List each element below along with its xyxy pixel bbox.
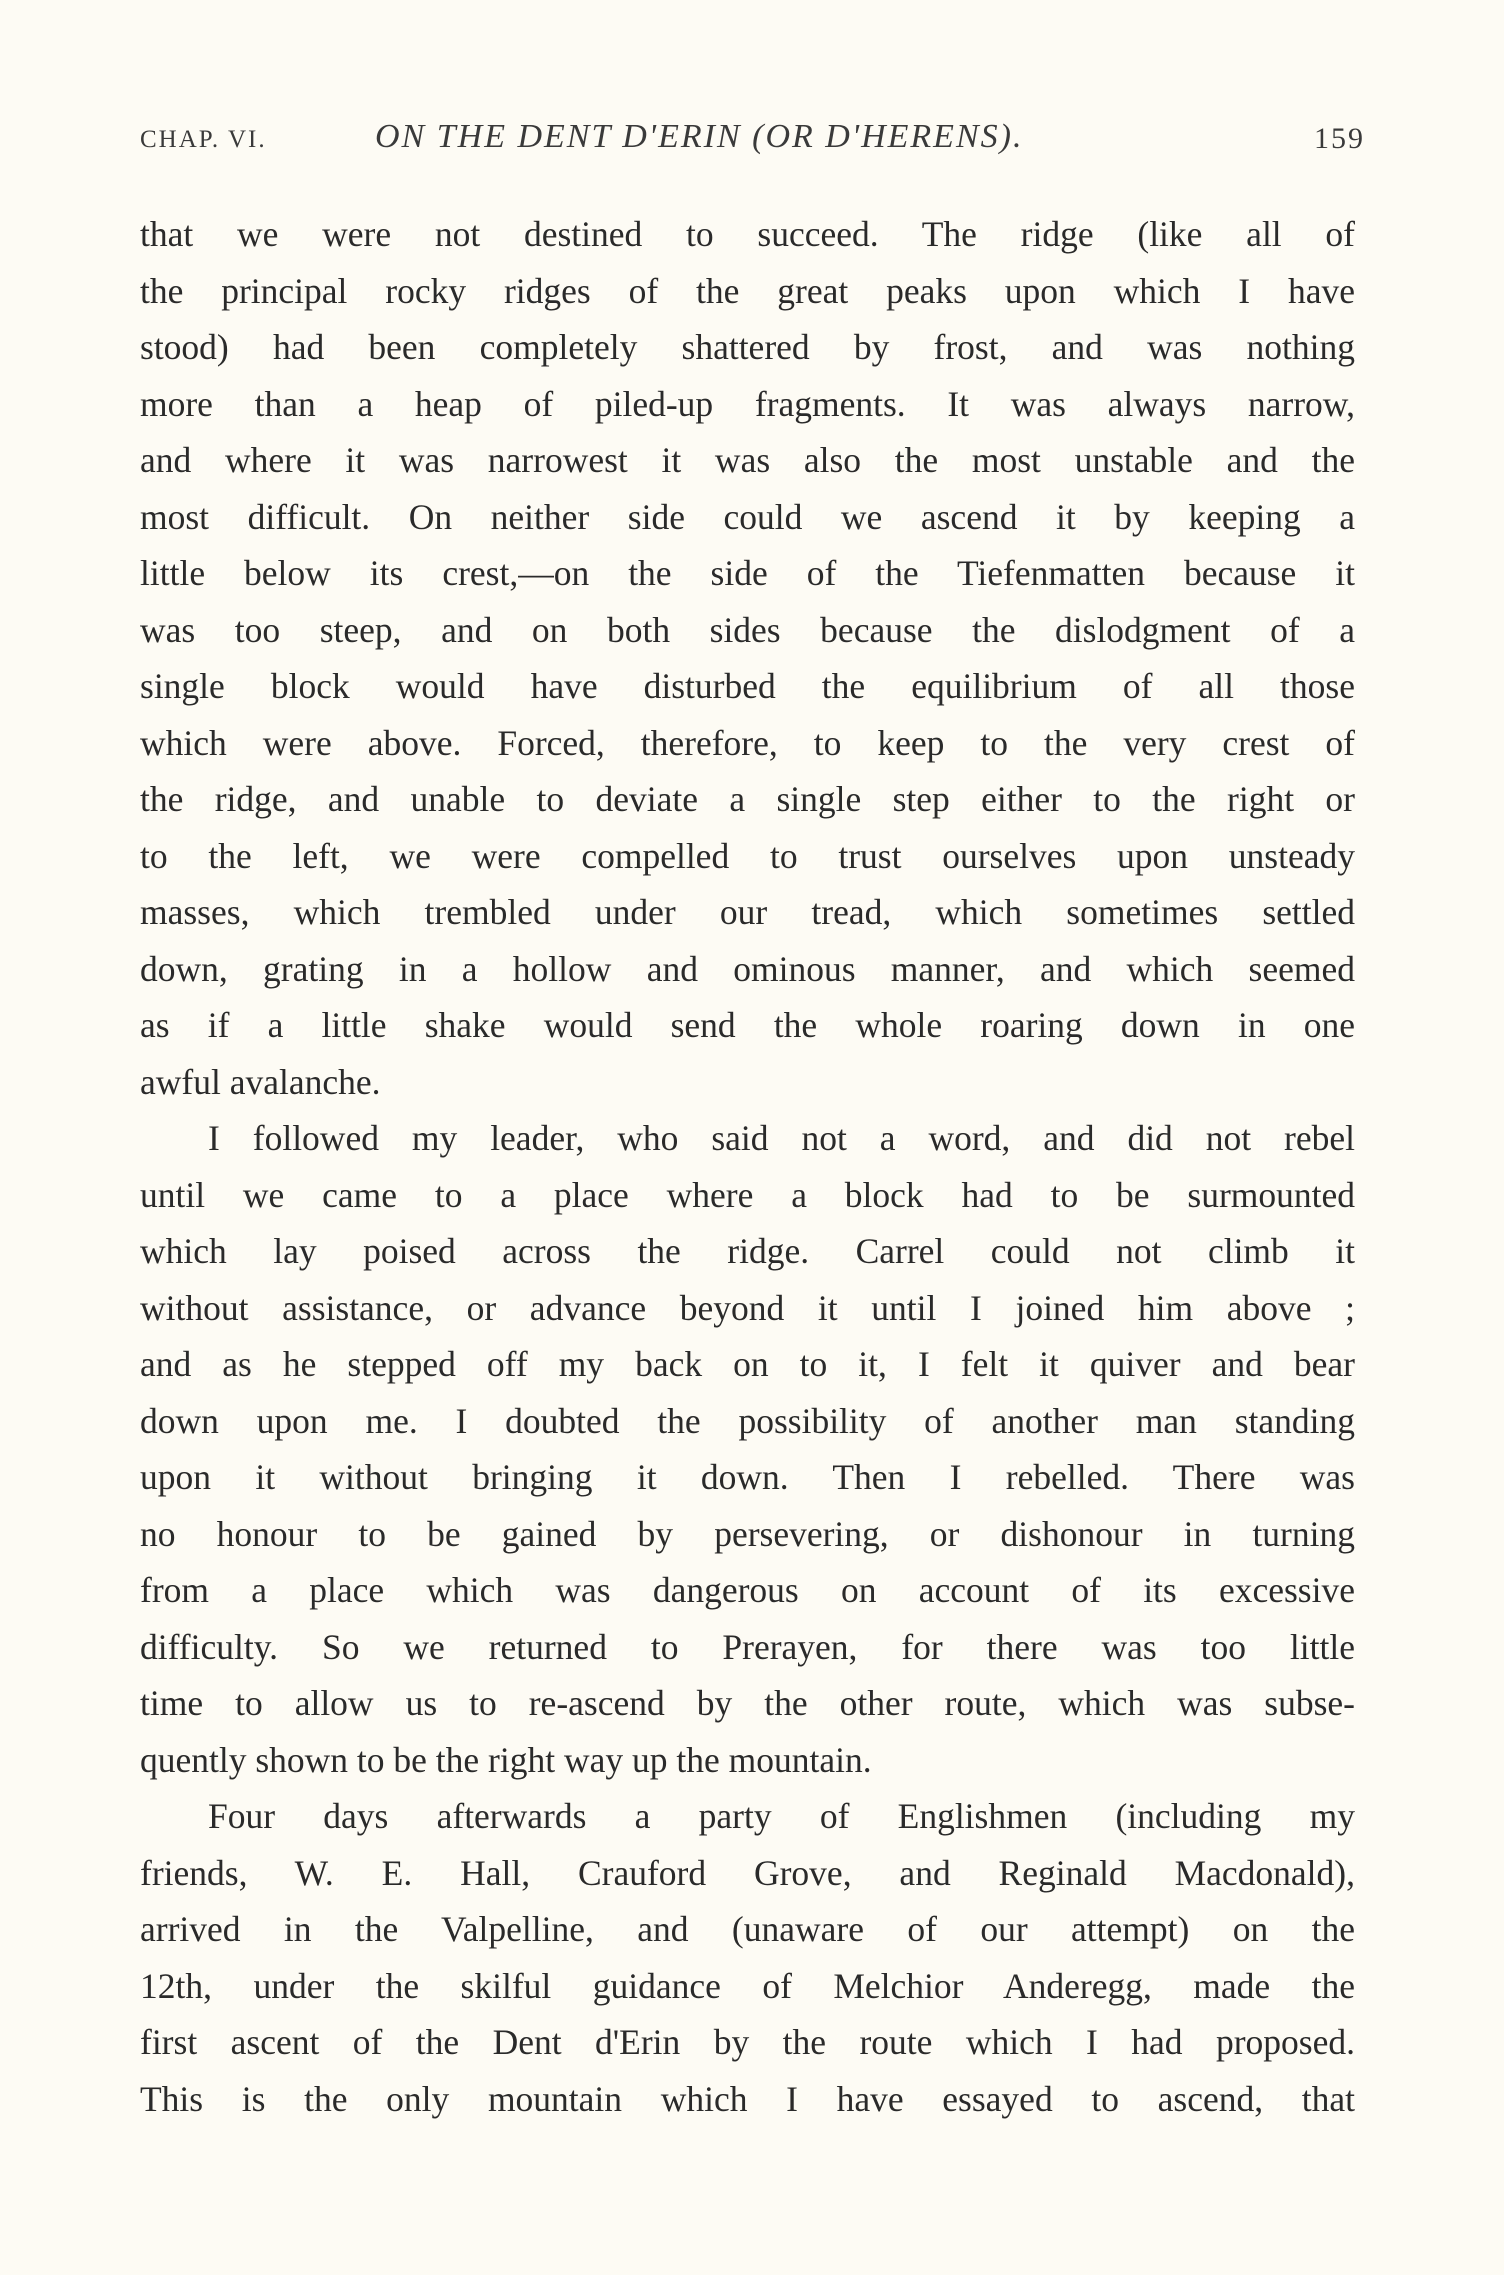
text-line: from a place which was dangerous on account of its excessive xyxy=(140,1570,1355,1610)
text-line: was too steep, and on both sides because the dislodgment of a xyxy=(140,609,1355,650)
running-head xyxy=(140,118,1365,168)
text-line: masses, which trembled under our tread, which sometimes settled xyxy=(140,892,1355,932)
running-title: ON THE DENT D'ERIN (OR D'HERENS). xyxy=(375,118,1024,155)
text-line: single block would have disturbed the equilibrium of all those xyxy=(140,666,1355,706)
text-line: friends, W. E. Hall, Crauford Grove, and Reginald Macdonald), xyxy=(140,1852,1355,1893)
text-line: arrived in the Valpelline, and (unaware of our attempt) on the xyxy=(140,1909,1355,1949)
text-line: which were above. Forced, therefore, to keep to the very crest of xyxy=(140,722,1355,763)
text-line: to the left, we were compelled to trust ourselves upon unsteady xyxy=(140,835,1355,876)
text-line: that we were not destined to succeed. The ridge (like all of xyxy=(140,214,1355,254)
text-line: first ascent of the Dent d'Erin by the route which I had proposed. xyxy=(140,2022,1355,2062)
chapter-label: CHAP. VI. xyxy=(140,126,267,153)
text-line: more than a heap of piled-up fragments. It was always narrow, xyxy=(140,383,1355,424)
text-line: until we came to a place where a block had to be surmounted xyxy=(140,1174,1355,1215)
text-line: as if a little shake would send the whole roaring down in one xyxy=(140,1005,1355,1045)
text-line: no honour to be gained by persevering, or dishonour in turning xyxy=(140,1513,1355,1554)
text-line: down upon me. I doubted the possibility of another man standing xyxy=(140,1400,1355,1441)
body-text xyxy=(140,206,1355,2127)
text-line: quently shown to be the right way up the mountain. xyxy=(140,1739,872,1780)
text-line: time to allow us to re-ascend by the other route, which was subse- xyxy=(140,1683,1355,1723)
page-number: 159 xyxy=(1314,122,1365,155)
text-line: down, grating in a hollow and ominous manner, and which seemed xyxy=(140,948,1355,989)
text-line: and where it was narrowest it was also the most unstable and the xyxy=(140,440,1355,480)
text-line: and as he stepped off my back on to it, I felt it quiver and bear xyxy=(140,1344,1355,1384)
text-line: 12th, under the skilful guidance of Melchior Anderegg, made the xyxy=(140,1965,1355,2006)
text-line: without assistance, or advance beyond it until I joined him above ; xyxy=(140,1287,1355,1328)
text-line: upon it without bringing it down. Then I rebelled. There was xyxy=(140,1457,1355,1497)
text-line: This is the only mountain which I have essayed to ascend, that xyxy=(140,2078,1355,2119)
text-line: Four days afterwards a party of Englishmen (including my xyxy=(208,1796,1355,1836)
text-line: difficulty. So we returned to Prerayen, for there was too little xyxy=(140,1626,1355,1667)
text-line: little below its crest,—on the side of the Tiefenmatten because it xyxy=(140,553,1355,593)
text-line: awful avalanche. xyxy=(140,1061,381,1102)
text-line: which lay poised across the ridge. Carrel could not climb it xyxy=(140,1231,1355,1271)
text-line: stood) had been completely shattered by frost, and was nothing xyxy=(140,327,1355,367)
text-line: most difficult. On neither side could we ascend it by keeping a xyxy=(140,496,1355,537)
text-line: I followed my leader, who said not a word, and did not rebel xyxy=(208,1118,1355,1158)
text-line: the ridge, and unable to deviate a single step either to the right or xyxy=(140,779,1355,819)
text-line: the principal rocky ridges of the great peaks upon which I have xyxy=(140,270,1355,311)
